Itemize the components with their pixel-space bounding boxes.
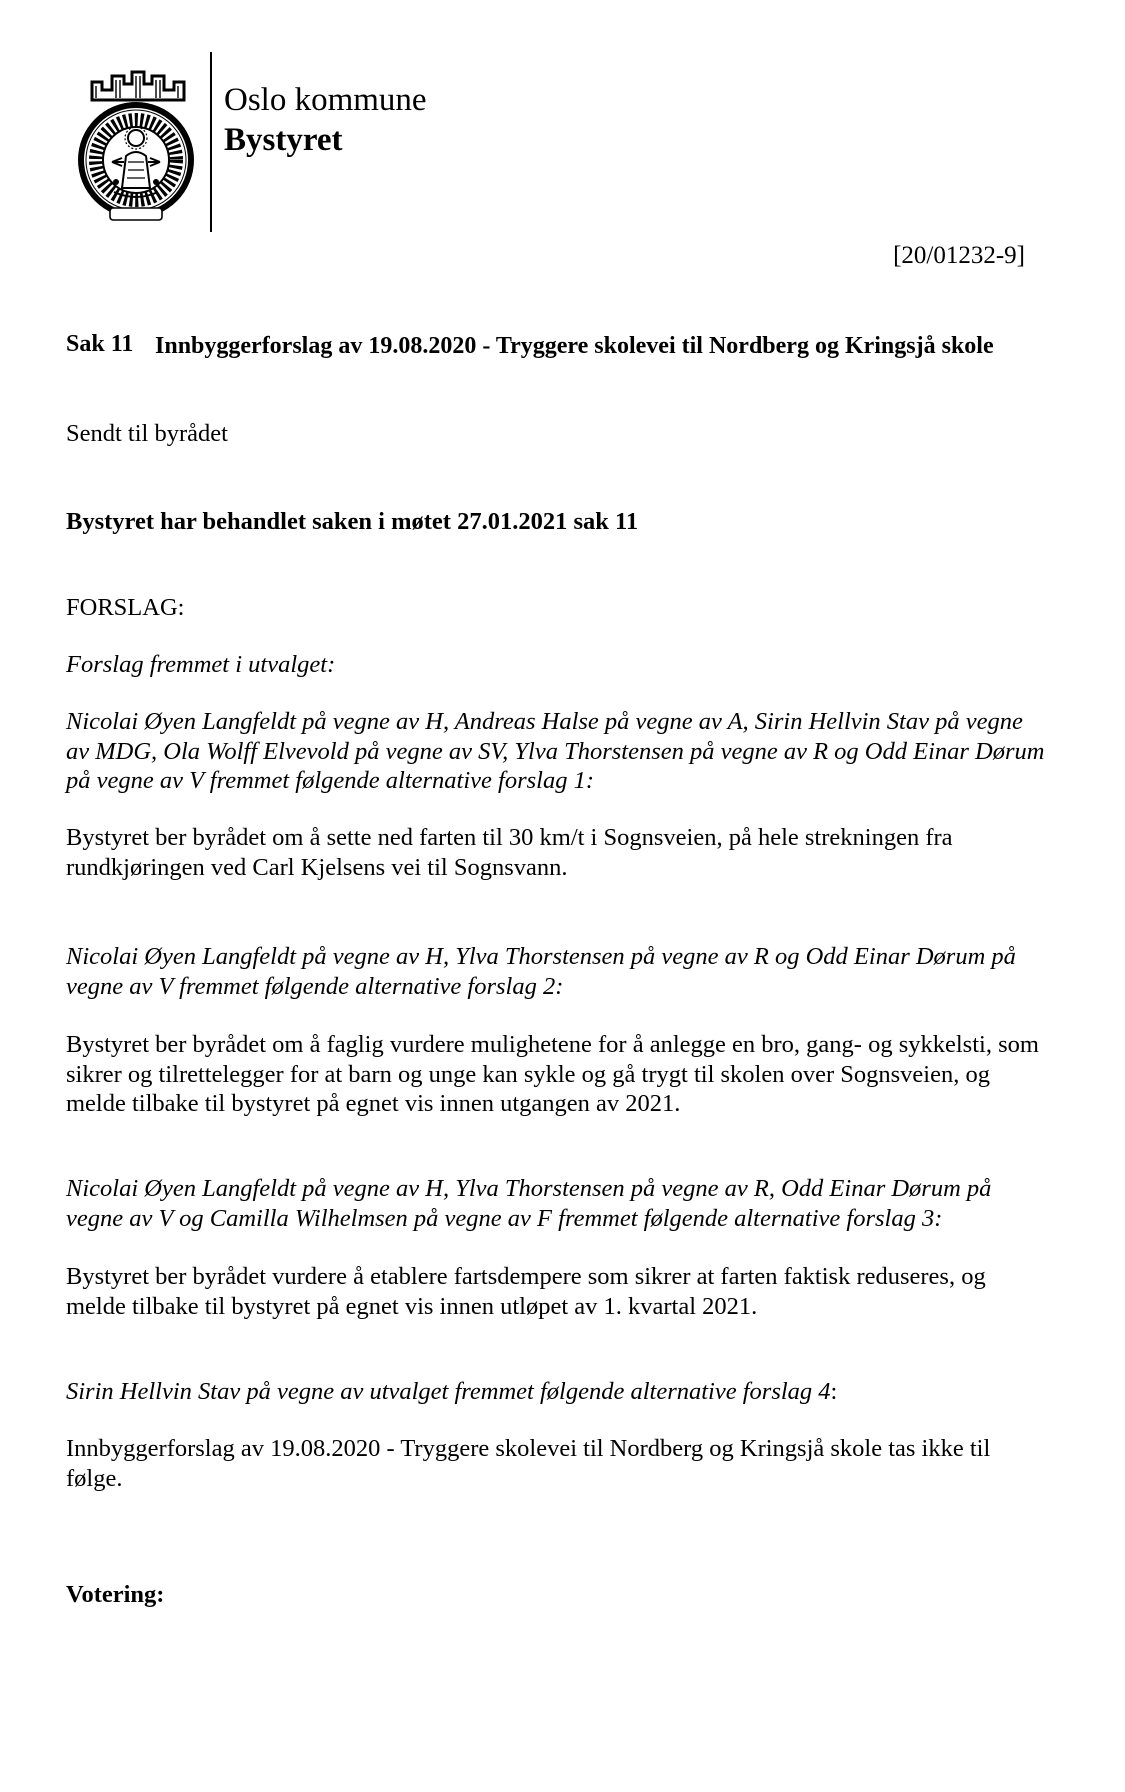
forslag-heading: FORSLAG: [66,594,185,621]
proposal-3-intro: Nicolai Øyen Langfeldt på vegne av H, Ylva Thorstensen på vegne av R, Odd Einar Dørum på vegne av V og Camilla Wilhelmsen på vegne av F fremmet følgende alternative forslag 3: [66,1175,992,1232]
proposal-1-text: Bystyret ber byrådet om å sette ned farten til 30 km/t i Sognsveien, på hele strekningen fra rundkjøringen ved Carl Kjelsens vei til Sognsvann. [66,824,953,881]
proposal-3-text: Bystyret ber byrådet vurdere å etablere fartsdempere som sikrer at farten faktisk reduseres, og melde tilbake til bystyret på egnet vis innen utløpet av 1. kvartal 2021. [66,1263,986,1320]
proposal-4-intro-line [66,1377,1046,1407]
committee-heading: Forslag fremmet i utvalget: [66,651,336,678]
org-name: Oslo kommune [224,82,427,118]
sent-to-text: Sendt til byrådet [66,420,228,447]
voting-heading: Votering: [66,1581,165,1608]
proposal-2-text: Bystyret ber byrådet om å faglig vurdere mulighetene for å anlegge en bro, gang- og sykkelsti, som sikrer og tilrettelegger for at barn og unge kan sykle og gå trygt til skolen over Sognsveien, og melde tilbake til bystyret på egnet vis innen utgangen av 2021. [66,1031,1039,1117]
reference-number: [20/01232-9] [893,242,1025,269]
header-divider [210,52,212,232]
proposal-4-intro: Sirin Hellvin Stav på vegne av utvalget fremmet følgende alternative forslag 4 [66,1378,831,1405]
proposal-4-text: Innbyggerforslag av 19.08.2020 - Tryggere skolevei til Nordberg og Kringsjå skole tas ikke til følge. [66,1435,991,1492]
proposal-1-intro: Nicolai Øyen Langfeldt på vegne av H, Andreas Halse på vegne av A, Sirin Hellvin Stav på vegne av MDG, Ola Wolff Elvevold på vegne av SV, Ylva Thorstensen på vegne av R og Odd Einar Dørum på vegne av V fremmet følgende alternative forslag 1: [66,708,1045,794]
case-title: Innbyggerforslag av 19.08.2020 - Tryggere skolevei til Nordberg og Kringsjå skole [155,333,994,359]
proposal-4-colon: : [830,1378,838,1405]
meeting-heading: Bystyret har behandlet saken i møtet 27.01.2021 sak 11 [66,508,639,535]
proposal-2-intro: Nicolai Øyen Langfeldt på vegne av H, Ylva Thorstensen på vegne av R og Odd Einar Dørum på vegne av V fremmet følgende alternative forslag 2: [66,943,1016,1000]
case-number: Sak 11 [66,331,134,357]
header-org [224,80,427,160]
org-unit: Bystyret [224,122,343,158]
oslo-seal-logo [70,62,200,222]
